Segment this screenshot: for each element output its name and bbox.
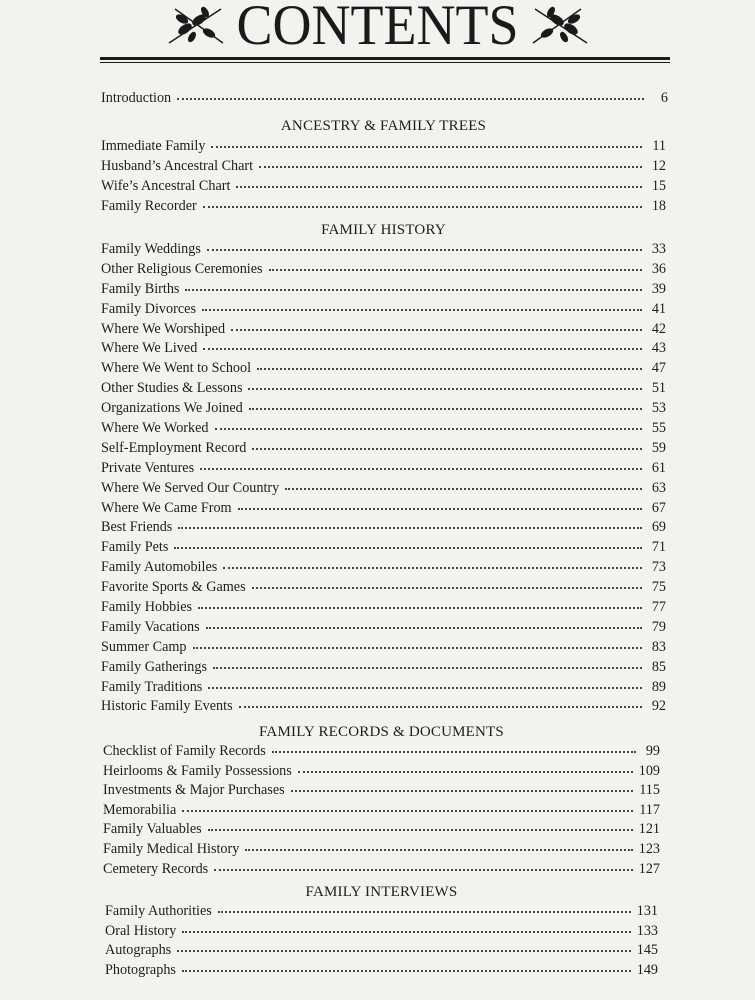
entry-page-number: 109: [638, 762, 660, 779]
toc-entry[interactable]: [101, 419, 666, 439]
entry-page-number: 33: [651, 241, 666, 257]
section-heading: FAMILY HISTORY: [321, 222, 446, 238]
leader-dots: [298, 770, 633, 773]
entry-label: Heirlooms & Family Possessions: [103, 762, 292, 779]
entry-page-number: 149: [636, 961, 658, 978]
toc-entry[interactable]: [101, 359, 666, 379]
entry-label: Immediate Family: [101, 138, 206, 154]
toc-entry[interactable]: [101, 379, 666, 399]
entry-label: Favorite Sports & Games: [101, 579, 246, 596]
entry-label: Family Hobbies: [101, 599, 193, 616]
leader-dots: [223, 566, 642, 569]
toc-entry[interactable]: [103, 840, 660, 860]
toc-entry[interactable]: [101, 578, 666, 598]
leader-dots: [185, 288, 642, 291]
entry-page-number: 92: [651, 698, 666, 715]
leader-dots: [252, 447, 642, 450]
leader-dots: [215, 427, 643, 430]
leader-dots: [259, 165, 642, 168]
entry-page-number: 15: [651, 178, 666, 194]
entry-label: Investments & Major Purchases: [103, 782, 285, 799]
toc-entry[interactable]: [101, 439, 666, 459]
leader-dots: [203, 347, 642, 350]
toc-entry[interactable]: [101, 697, 666, 717]
entry-page-number: 73: [651, 559, 666, 576]
toc-entry[interactable]: [101, 459, 666, 479]
toc-entry[interactable]: [103, 801, 660, 821]
leader-dots: [182, 969, 631, 972]
entry-label: Checklist of Family Records: [103, 743, 266, 759]
entry-label: Best Friends: [101, 519, 173, 536]
entry-label: Family Automobiles: [101, 559, 218, 576]
entry-label: Private Ventures: [101, 459, 195, 476]
leader-dots: [285, 487, 642, 490]
entry-label: Family Vacations: [101, 618, 200, 635]
toc-entry[interactable]: [103, 781, 660, 801]
entry-page-number: 47: [651, 360, 666, 377]
entry-label: Where We Served Our Country: [101, 479, 280, 496]
leader-dots: [177, 949, 631, 952]
entry-label: Family Births: [101, 280, 180, 297]
page-header: [0, 0, 755, 58]
header-rule-thick: [100, 57, 670, 60]
entry-page-number: 11: [652, 138, 666, 154]
leader-dots: [269, 268, 642, 271]
entry-label: Wife’s Ancestral Chart: [101, 178, 231, 194]
entry-label: Other Studies & Lessons: [101, 380, 243, 397]
leaf-sprig-right-icon: [529, 3, 591, 47]
entry-page-number: 69: [651, 519, 666, 536]
leader-dots: [218, 910, 631, 913]
leader-dots: [245, 848, 632, 851]
toc-entry[interactable]: [101, 479, 666, 499]
leader-dots: [211, 145, 642, 148]
entry-page-number: 89: [651, 678, 666, 695]
entry-label: Where We Lived: [101, 340, 198, 357]
entry-page-number: 42: [651, 320, 666, 337]
toc-entry[interactable]: [103, 762, 660, 782]
toc-entry[interactable]: [101, 156, 666, 176]
entry-page-number: 77: [651, 599, 666, 616]
entry-page-number: 123: [638, 840, 660, 857]
toc-entry[interactable]: [101, 280, 666, 300]
leader-dots: [214, 868, 633, 871]
entry-page-number: 71: [651, 539, 666, 556]
toc-entry[interactable]: [101, 176, 666, 196]
entry-label: Where We Worshiped: [101, 320, 226, 337]
leader-dots: [239, 705, 642, 708]
toc-section: [103, 722, 660, 879]
leader-dots: [174, 546, 642, 549]
toc-entry[interactable]: [103, 820, 660, 840]
entry-page-number: 61: [651, 459, 666, 476]
toc-entry[interactable]: [101, 196, 666, 216]
leader-dots: [202, 308, 642, 311]
toc-section: [101, 220, 666, 717]
entry-page-number: 131: [636, 903, 658, 919]
toc-entry[interactable]: [101, 538, 666, 558]
leader-dots: [249, 407, 642, 410]
toc-entry[interactable]: [101, 136, 666, 156]
entry-page-number: 121: [638, 821, 660, 838]
entry-page-number: 12: [651, 158, 666, 174]
entry-label: Historic Family Events: [101, 698, 233, 715]
leader-dots: [208, 686, 642, 689]
entry-label: Where We Worked: [101, 420, 209, 437]
entry-page-number: 39: [651, 280, 666, 297]
entry-label: Summer Camp: [101, 638, 187, 655]
header-rule-thin: [100, 62, 670, 63]
toc-entry[interactable]: [101, 320, 666, 340]
leader-dots: [207, 248, 642, 251]
leader-dots: [203, 205, 642, 208]
entry-label: Photographs: [105, 961, 176, 978]
leaf-sprig-left-icon: [165, 3, 227, 47]
entry-page-number: 63: [651, 479, 666, 496]
entry-label: Oral History: [105, 922, 177, 939]
toc-entry[interactable]: [105, 941, 658, 961]
entry-page-number: 36: [651, 260, 666, 277]
toc-entry[interactable]: [101, 240, 666, 260]
toc-entry[interactable]: [105, 961, 658, 981]
entry-label: Autographs: [105, 942, 172, 959]
entry-label: Family Divorces: [101, 300, 196, 317]
leader-dots: [236, 185, 642, 188]
entry-page-number: 145: [636, 942, 658, 959]
leader-dots: [182, 809, 633, 812]
leader-dots: [252, 586, 642, 589]
entry-page-number: 85: [651, 658, 666, 675]
leader-dots: [177, 97, 644, 100]
toc-entry[interactable]: [101, 598, 666, 618]
entry-page-number: 43: [651, 340, 666, 357]
leader-dots: [257, 367, 642, 370]
entry-page-number: 127: [638, 860, 660, 877]
entry-label: Other Religious Ceremonies: [101, 260, 263, 277]
leader-dots: [182, 930, 630, 933]
entry-page-number: 75: [651, 579, 666, 596]
toc-entry[interactable]: [101, 260, 666, 280]
toc-entry[interactable]: [101, 658, 666, 678]
entry-label: Where We Came From: [101, 499, 232, 516]
section-heading: ANCESTRY & FAMILY TREES: [280, 118, 487, 134]
page-title: CONTENTS: [236, 0, 519, 57]
toc-entry[interactable]: [101, 518, 666, 538]
toc-section: [105, 882, 658, 980]
leader-dots: [213, 666, 642, 669]
toc-entry[interactable]: [105, 902, 658, 922]
leader-dots: [272, 750, 636, 753]
entry-page-number: 51: [651, 380, 666, 397]
entry-page-number: 59: [651, 439, 666, 456]
entry-label: Family Recorder: [101, 198, 197, 214]
toc-entry[interactable]: [101, 88, 668, 108]
toc-entry[interactable]: [101, 678, 666, 698]
entry-label: Family Medical History: [103, 840, 240, 857]
entry-page-number: 53: [651, 400, 666, 417]
leader-dots: [200, 467, 642, 470]
entry-page-number: 99: [645, 743, 660, 759]
toc-entry[interactable]: [105, 922, 658, 942]
entry-page-number: 115: [639, 782, 660, 799]
entry-page-number: 6: [660, 90, 668, 106]
entry-label: Family Weddings: [101, 241, 201, 257]
entry-page-number: 133: [636, 922, 658, 939]
entry-label: Husband’s Ancestral Chart: [101, 158, 254, 174]
entry-page-number: 79: [651, 618, 666, 635]
leader-dots: [206, 626, 642, 629]
entry-page-number: 117: [639, 801, 660, 818]
entry-label: Memorabilia: [103, 801, 177, 818]
entry-label: Family Pets: [101, 539, 169, 556]
entry-page-number: 83: [651, 638, 666, 655]
leader-dots: [238, 507, 642, 510]
entry-label: Family Traditions: [101, 678, 203, 695]
toc-entry[interactable]: [101, 300, 666, 320]
entry-label: Family Valuables: [103, 821, 202, 838]
entry-label: Introduction: [101, 90, 172, 106]
toc-entry[interactable]: [101, 558, 666, 578]
entry-label: Cemetery Records: [103, 860, 209, 877]
entry-page-number: 41: [651, 300, 666, 317]
section-heading: FAMILY RECORDS & DOCUMENTS: [259, 724, 504, 740]
toc-entry[interactable]: [103, 742, 660, 762]
toc-section: [101, 116, 666, 216]
leader-dots: [231, 328, 642, 331]
leader-dots: [198, 606, 642, 609]
toc-entry[interactable]: [101, 339, 666, 359]
entry-label: Self-Employment Record: [101, 439, 247, 456]
leader-dots: [178, 526, 642, 529]
toc-entry[interactable]: [103, 860, 660, 880]
toc-entry[interactable]: [101, 499, 666, 519]
entry-page-number: 55: [651, 420, 666, 437]
leader-dots: [193, 646, 642, 649]
leader-dots: [291, 789, 634, 792]
leader-dots: [208, 828, 633, 831]
entry-label: Family Gatherings: [101, 658, 207, 675]
entry-label: Family Authorities: [105, 903, 212, 919]
toc-entry[interactable]: [101, 638, 666, 658]
intro-section: [101, 88, 668, 108]
entry-page-number: 67: [651, 499, 666, 516]
section-heading: FAMILY INTERVIEWS: [305, 884, 458, 900]
toc-entry[interactable]: [101, 618, 666, 638]
entry-label: Organizations We Joined: [101, 400, 243, 417]
toc-entry[interactable]: [101, 399, 666, 419]
leader-dots: [248, 387, 642, 390]
entry-label: Where We Went to School: [101, 360, 252, 377]
entry-page-number: 18: [651, 198, 666, 214]
